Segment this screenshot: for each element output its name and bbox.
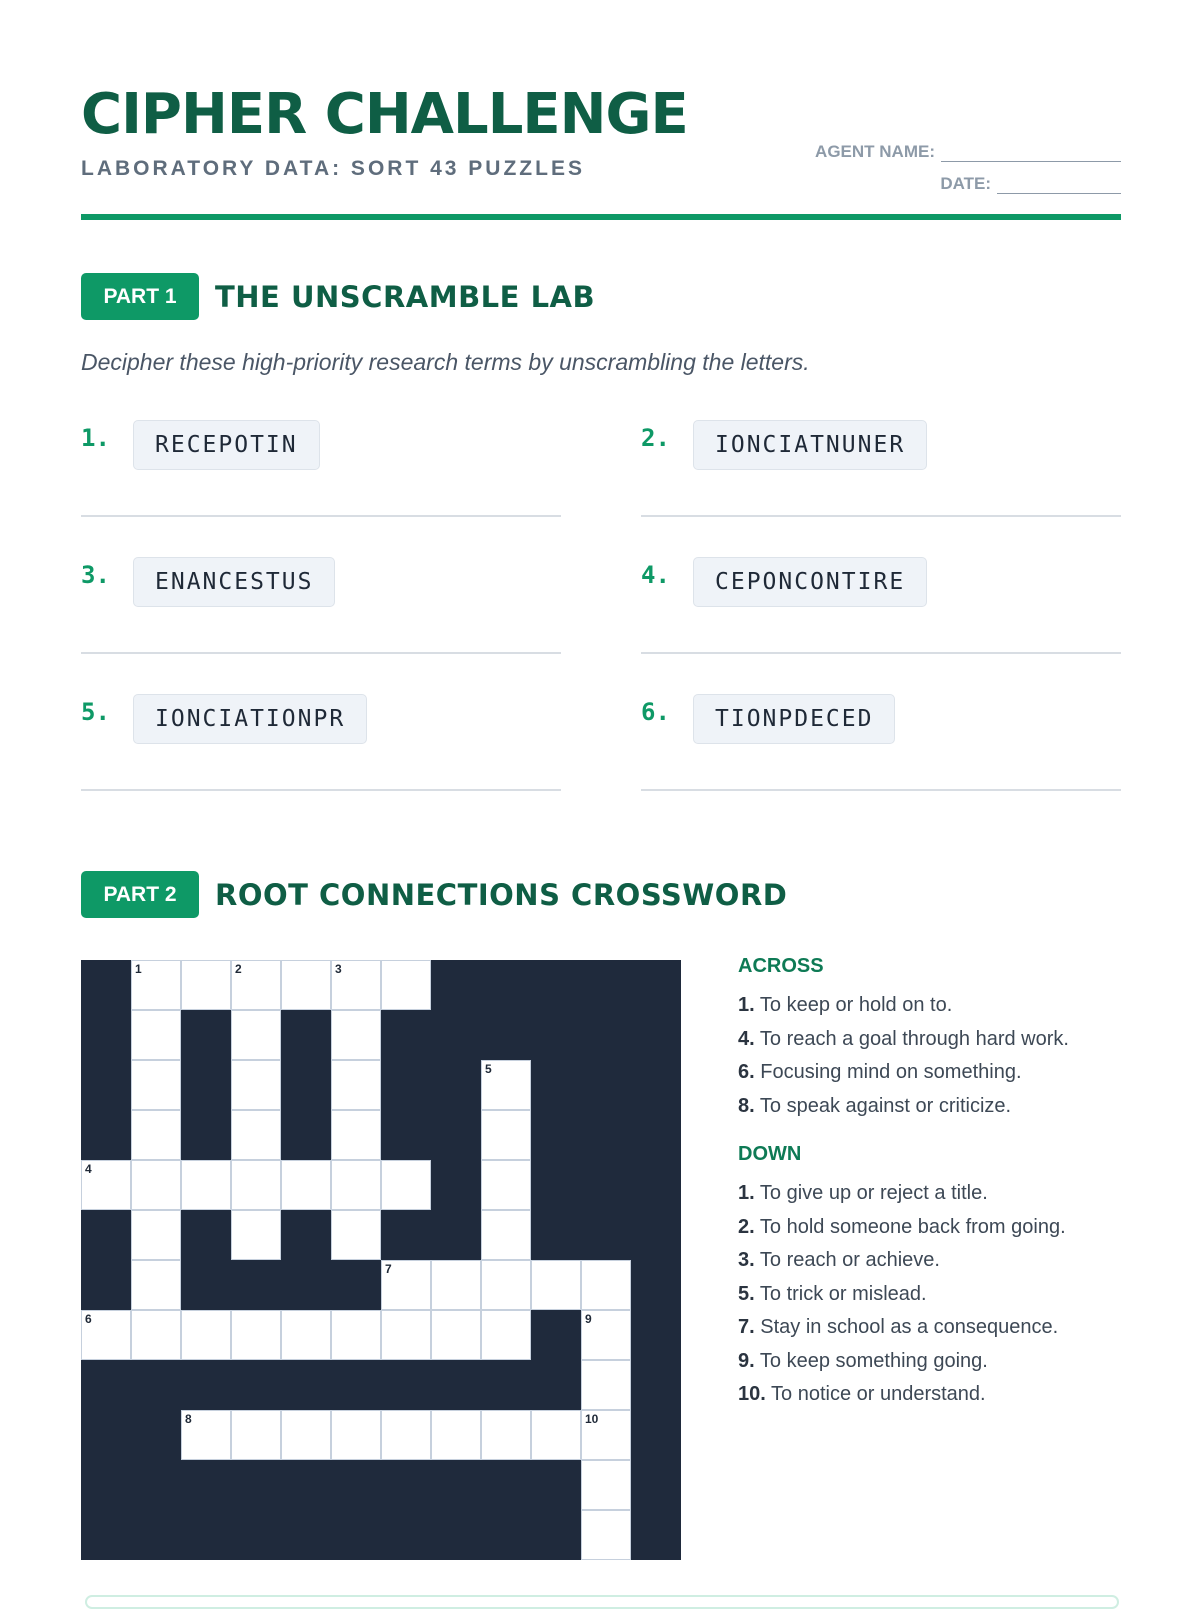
crossword-cell[interactable] [481, 1110, 531, 1160]
clue-number: 3. [738, 1249, 755, 1271]
puzzle-number: 4. [641, 561, 670, 589]
clue-text: To reach a goal through hard work. [759, 1027, 1069, 1050]
puzzle-number: 5. [81, 698, 110, 726]
part2-badge: PART 2 [81, 871, 199, 918]
crossword-cell[interactable] [231, 1110, 281, 1160]
crossword-cell[interactable] [281, 1410, 331, 1460]
cell-number: 1 [135, 962, 142, 976]
across-clue [738, 1056, 1138, 1090]
crossword-cell[interactable] [81, 1310, 131, 1360]
crossword-cell[interactable] [481, 1210, 531, 1260]
agent-fields [815, 130, 1121, 194]
down-clue [738, 1177, 1138, 1211]
scrambled-word: CEPONCONTIRE [693, 557, 927, 607]
crossword-cell[interactable] [331, 1060, 381, 1110]
clue-number: 7. [738, 1316, 755, 1338]
cell-number: 9 [585, 1312, 592, 1326]
crossword-cell[interactable] [481, 1410, 531, 1460]
page-subtitle: LABORATORY DATA: SORT 43 PUZZLES [81, 157, 585, 180]
cell-number: 4 [85, 1162, 92, 1176]
puzzle-item [81, 557, 561, 653]
cell-number: 5 [485, 1062, 492, 1076]
page-title: CIPHER CHALLENGE [81, 82, 688, 147]
clue-number: 4. [738, 1027, 755, 1050]
scrambled-word: IONCIATIONPR [133, 694, 367, 744]
cell-number: 2 [235, 962, 242, 976]
clue-number: 9. [738, 1349, 755, 1372]
cell-number: 3 [335, 962, 342, 976]
crossword-cell[interactable] [481, 1310, 531, 1360]
clue-text: To give up or reject a title. [759, 1182, 988, 1204]
down-clue [738, 1345, 1138, 1379]
cell-number: 7 [385, 1262, 392, 1276]
crossword-cell[interactable] [381, 1410, 431, 1460]
puzzle-item [81, 420, 561, 516]
crossword-cell[interactable] [381, 960, 431, 1010]
part1-instructions: Decipher these high-priority research terms by unscrambling the letters. [81, 349, 810, 375]
crossword-cell[interactable] [131, 1060, 181, 1110]
crossword-cell[interactable] [231, 960, 281, 1010]
puzzle-item [81, 694, 561, 790]
cell-number: 6 [85, 1312, 92, 1326]
crossword-cell[interactable] [231, 1310, 281, 1360]
crossword-cell[interactable] [331, 1110, 381, 1160]
crossword-cell[interactable] [481, 1160, 531, 1210]
crossword-cell[interactable] [131, 1210, 181, 1260]
next-section-edge [85, 1595, 1119, 1609]
crossword-cell[interactable] [581, 1460, 631, 1510]
clue-text: To keep or hold on to. [759, 994, 953, 1016]
puzzle-number: 1. [81, 424, 110, 452]
clue-text: To hold someone back from going. [759, 1215, 1066, 1238]
crossword-cell[interactable] [131, 1310, 181, 1360]
puzzle-number: 2. [641, 424, 670, 452]
crossword-cell[interactable] [131, 1010, 181, 1060]
across-clue [738, 1090, 1138, 1124]
crossword-cell[interactable] [581, 1410, 631, 1460]
crossword-cell[interactable] [331, 1160, 381, 1210]
crossword-cell[interactable] [531, 1410, 581, 1460]
crossword-cell[interactable] [181, 1310, 231, 1360]
crossword-cell[interactable] [381, 1160, 431, 1210]
puzzle-item [641, 557, 1121, 653]
crossword-cell[interactable] [331, 1410, 381, 1460]
crossword-cell[interactable] [481, 1260, 531, 1310]
crossword-grid [81, 960, 681, 1560]
crossword-cell[interactable] [331, 1010, 381, 1060]
clue-number: 5. [738, 1282, 755, 1305]
puzzle-item [641, 420, 1121, 516]
clue-number: 10. [738, 1383, 766, 1405]
crossword-cell[interactable] [131, 1260, 181, 1310]
clue-text: To keep something going. [759, 1349, 988, 1372]
puzzle-item [641, 694, 1121, 790]
crossword-cell[interactable] [481, 1060, 531, 1110]
crossword-cell[interactable] [581, 1510, 631, 1560]
answer-line[interactable] [641, 652, 1121, 654]
scrambled-word: ENANCESTUS [133, 557, 335, 607]
down-clue [738, 1378, 1138, 1412]
part1-heading [81, 273, 595, 320]
across-clue [738, 1023, 1138, 1057]
clue-text: Stay in school as a consequence. [760, 1316, 1059, 1338]
crossword-cell[interactable] [431, 1260, 481, 1310]
crossword-cell[interactable] [231, 1060, 281, 1110]
crossword-clues [738, 955, 1138, 1412]
crossword-cell[interactable] [181, 1410, 231, 1460]
crossword-cell[interactable] [231, 1010, 281, 1060]
cell-number: 8 [185, 1412, 192, 1426]
clue-number: 8. [738, 1094, 755, 1117]
clue-text: Focusing mind on something. [760, 1061, 1022, 1083]
answer-line[interactable] [81, 652, 561, 654]
crossword-cell[interactable] [331, 1210, 381, 1260]
crossword-cell[interactable] [331, 960, 381, 1010]
crossword-cell[interactable] [231, 1410, 281, 1460]
part2-title: ROOT CONNECTIONS CROSSWORD [215, 877, 788, 912]
crossword-cell[interactable] [131, 1160, 181, 1210]
agent-name-line[interactable] [941, 143, 1121, 162]
clue-number: 6. [738, 1061, 755, 1083]
crossword-cell[interactable] [281, 960, 331, 1010]
crossword-cell[interactable] [381, 1260, 431, 1310]
clue-text: To trick or mislead. [759, 1282, 927, 1305]
crossword-cell[interactable] [431, 1410, 481, 1460]
clue-number: 1. [738, 1182, 755, 1204]
part1-title: THE UNSCRAMBLE LAB [215, 279, 596, 314]
clue-text: To speak against or criticize. [759, 1094, 1012, 1117]
cell-number: 10 [585, 1412, 599, 1426]
agent-name-label: AGENT NAME: [815, 142, 935, 161]
crossword-cell[interactable] [231, 1160, 281, 1210]
crossword-cell[interactable] [281, 1310, 331, 1360]
crossword-cell[interactable] [581, 1310, 631, 1360]
clue-text: To reach or achieve. [759, 1249, 940, 1271]
answer-line[interactable] [81, 515, 561, 517]
crossword-cell[interactable] [131, 960, 181, 1010]
header-divider [81, 214, 1121, 220]
down-clue [738, 1311, 1138, 1345]
across-clue [738, 989, 1138, 1023]
crossword-cell[interactable] [531, 1260, 581, 1310]
puzzle-number: 3. [81, 561, 110, 589]
crossword-cell[interactable] [431, 1310, 481, 1360]
down-heading: DOWN [738, 1143, 802, 1165]
date-label: DATE: [940, 174, 991, 193]
crossword-cell[interactable] [231, 1210, 281, 1260]
down-clue [738, 1278, 1138, 1312]
clue-text: To notice or understand. [771, 1383, 986, 1405]
crossword-cell[interactable] [81, 1160, 131, 1210]
puzzle-number: 6. [641, 698, 670, 726]
crossword-cell[interactable] [381, 1310, 431, 1360]
answer-line[interactable] [81, 789, 561, 791]
crossword-cell[interactable] [181, 960, 231, 1010]
crossword-cell[interactable] [581, 1360, 631, 1410]
part1-badge: PART 1 [81, 273, 199, 320]
scrambled-word: IONCIATNUNER [693, 420, 927, 470]
part2-heading [81, 871, 787, 918]
across-heading: ACROSS [738, 955, 824, 977]
crossword-cell[interactable] [131, 1110, 181, 1160]
down-clue [738, 1244, 1138, 1278]
date-line[interactable] [997, 175, 1121, 194]
down-clue [738, 1211, 1138, 1245]
clue-number: 1. [738, 994, 755, 1016]
crossword-cell[interactable] [581, 1260, 631, 1310]
scrambled-word: RECEPOTIN [133, 420, 320, 470]
worksheet-header [81, 78, 1121, 220]
answer-line[interactable] [641, 515, 1121, 517]
scrambled-word: TIONPDECED [693, 694, 895, 744]
crossword-cell[interactable] [181, 1160, 231, 1210]
clue-number: 2. [738, 1215, 755, 1238]
answer-line[interactable] [641, 789, 1121, 791]
crossword-cell[interactable] [281, 1160, 331, 1210]
crossword-cell[interactable] [331, 1310, 381, 1360]
